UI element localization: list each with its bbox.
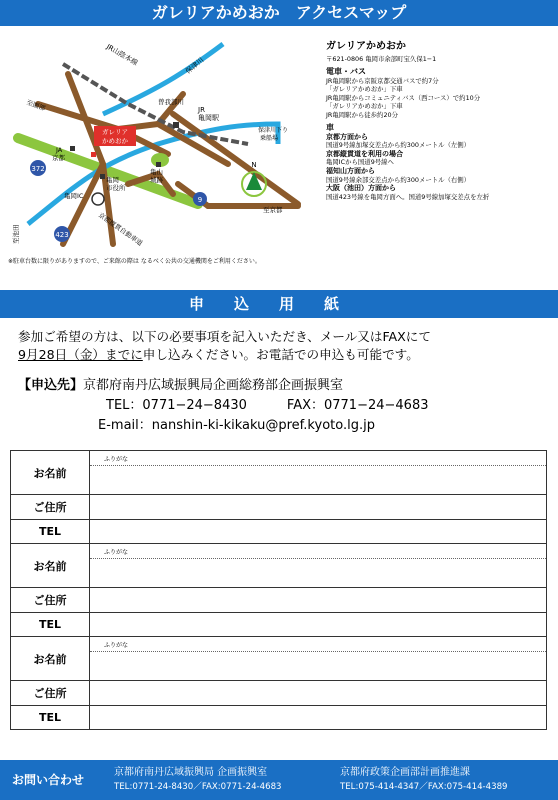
label-hozu-1: 保津川下り <box>258 127 289 134</box>
svg-text:9: 9 <box>197 196 203 204</box>
address-label: ご住所 <box>11 495 90 520</box>
tel-field[interactable] <box>90 613 547 637</box>
label-cityhall-1: 亀岡 <box>106 176 119 184</box>
car-section-title: 福知山方面から <box>326 166 375 175</box>
label-station-1: JR <box>198 106 205 114</box>
route-423-shield <box>54 226 70 242</box>
inquiry-footer <box>0 760 558 800</box>
address-field[interactable] <box>90 588 547 613</box>
intro-line-1: 参加ご希望の方は、以下の必要事項を記入いただき、メール又はFAXにて <box>18 329 431 344</box>
inquiry-right-tel: TEL:075-414-4347／FAX:075-414-4389 <box>340 782 508 792</box>
train-heading: 電車・バス <box>326 66 366 76</box>
galleria-marker <box>91 152 96 157</box>
route-9-shield <box>193 192 207 206</box>
name-label: お名前 <box>11 544 90 588</box>
submission-contact <box>18 376 553 436</box>
furigana-label: ふりがな <box>104 642 129 649</box>
train-line: JR亀岡駅からコミュニティバス（西コース）で約10分 <box>326 93 481 102</box>
inquiry-left-org: 京都府南丹広域振興局 企画振興室 <box>114 767 268 778</box>
contact-label: 【申込先】 <box>18 378 84 393</box>
train-line: 「ガレリアかめおか」下車 <box>326 85 403 94</box>
name-label: お名前 <box>11 451 90 495</box>
car-section-line: 亀岡ICから国道9号線へ <box>326 158 394 167</box>
label-to-ikeda: 至池田 <box>12 224 20 244</box>
intro-line-2-rest: 申し込みください。お電話での申込も可能です。 <box>142 347 419 362</box>
form-row-name <box>11 451 547 495</box>
intro-line-2 <box>18 346 553 364</box>
train-line: 「ガレリアかめおか」下車 <box>326 102 403 111</box>
svg-text:372: 372 <box>31 165 45 173</box>
form-row-tel <box>11 613 547 637</box>
label-expressway: 京都縦貫自動車道 <box>96 211 145 248</box>
form-row-tel <box>11 520 547 544</box>
tel-field[interactable] <box>90 520 547 544</box>
furigana-label: ふりがな <box>104 456 129 463</box>
tel-label: TEL <box>11 520 90 544</box>
label-sogabe: 曽我部川 <box>158 98 184 106</box>
castle-marker <box>156 162 161 167</box>
label-castle-1: 亀山 <box>150 168 163 176</box>
name-field[interactable] <box>90 451 547 495</box>
tel-field[interactable] <box>90 706 547 730</box>
inquiry-label: お問い合わせ <box>12 773 85 787</box>
address-label: ご住所 <box>11 681 90 706</box>
label-ja-1: JA <box>56 146 63 154</box>
ja-marker <box>70 146 75 151</box>
inquiry-left <box>114 766 282 794</box>
tel-label: TEL <box>11 613 90 637</box>
car-section-title: 大阪（池田）方面から <box>326 184 396 193</box>
application-form-header <box>0 290 558 318</box>
train-line: JR亀岡駅から京阪京都交通バスで約7分 <box>326 76 439 85</box>
car-section-line: 国道423号線を亀岡方面へ。国道9号線加塚交差点を左折 <box>326 192 490 201</box>
cityhall-marker <box>100 174 105 179</box>
contact-fax: FAX：0771−24−4683 <box>286 398 429 413</box>
name-label: お名前 <box>11 637 90 681</box>
deadline: 9月28日（金）までに <box>18 347 143 362</box>
name-field[interactable] <box>90 637 547 681</box>
car-section-title: 京都方面から <box>326 132 368 141</box>
label-to-kyoto: 至京都 <box>263 206 283 214</box>
label-castle-2: 城跡 <box>150 176 163 184</box>
inquiry-right-org: 京都府政策企画部計画推進課 <box>340 767 470 778</box>
contact-org: 京都府南丹広域振興局企画総務部企画振興室 <box>83 378 344 393</box>
svg-text:423: 423 <box>55 231 69 239</box>
intro-text <box>18 328 553 364</box>
application-form-title: 申込用紙 <box>188 295 369 313</box>
route-372-shield <box>30 160 46 176</box>
address-label: ご住所 <box>11 588 90 613</box>
car-section-line: 国道9号線余部交差点から約300メートル（右側） <box>326 175 471 184</box>
tel-label: TEL <box>11 706 90 730</box>
svg-text:N: N <box>251 161 257 169</box>
access-info <box>326 40 554 201</box>
access-map-header <box>0 0 558 26</box>
form-row-tel <box>11 706 547 730</box>
label-cityhall-2: 市役所 <box>106 184 126 192</box>
train-line: JR亀岡駅から徒歩約20分 <box>326 110 398 119</box>
form-row-address <box>11 681 547 706</box>
label-ja-2: 京都 <box>52 154 65 162</box>
galleria-label-2: かめおか <box>102 137 128 145</box>
label-jr-line: JR山陰本線 <box>105 42 140 68</box>
label-station-2: 亀岡駅 <box>198 114 219 122</box>
application-form-table <box>10 450 547 730</box>
inquiry-left-tel: TEL:0771-24-8430／FAX:0771-24-4683 <box>114 782 282 792</box>
furigana-label: ふりがな <box>104 549 129 556</box>
access-map <box>8 34 316 256</box>
car-heading: 車 <box>326 122 334 132</box>
inquiry-right <box>340 766 508 794</box>
label-kameoka-ic: 亀岡IC <box>64 192 84 200</box>
name-field[interactable] <box>90 544 547 588</box>
form-row-name <box>11 637 547 681</box>
address-field[interactable] <box>90 495 547 520</box>
address-field[interactable] <box>90 681 547 706</box>
car-section-title: 京都縦貫道を利用の場合 <box>326 149 403 158</box>
contact-tel: TEL：0771−24−8430 <box>106 398 247 413</box>
car-section-line: 国道9号線加塚交差点から約300メートル（左側） <box>326 141 471 150</box>
contact-email: E-mail：nanshin-ki-kikaku@pref.kyoto.lg.jp <box>98 418 375 433</box>
galleria-label-1: ガレリア <box>102 128 128 136</box>
access-map-title: ガレリアかめおか アクセスマップ <box>151 3 407 22</box>
station-marker <box>173 122 179 128</box>
form-row-address <box>11 588 547 613</box>
label-to-sonobe: 至園部 <box>25 98 47 113</box>
kameoka-ic-marker <box>92 193 104 205</box>
venue-name: ガレリアかめおか <box>326 41 406 52</box>
label-hozugawa: 保津川 <box>184 55 206 76</box>
form-row-address <box>11 495 547 520</box>
venue-address: 〒621-0806 亀岡市余部町宝久保1−1 <box>326 55 437 63</box>
label-hozu-2: 乗船場 <box>260 135 279 142</box>
form-row-name <box>11 544 547 588</box>
parking-note: ※駐車台数に限りがありますので、ご来館の際は なるべく公共の交通機関をご利用ください。 <box>8 258 261 265</box>
